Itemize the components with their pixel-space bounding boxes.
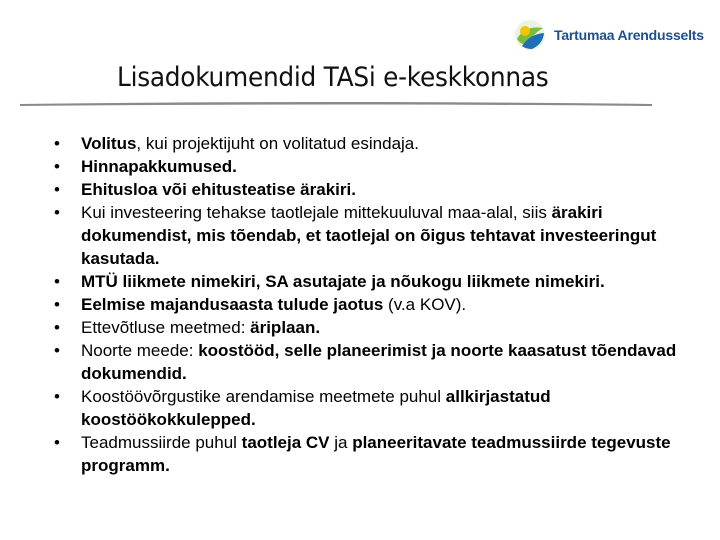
organization-logo — [514, 10, 704, 60]
list-item — [54, 316, 704, 339]
list-item-bold-text: Eelmise majandusaasta tulude jaotus — [81, 295, 384, 314]
list-item-text: Kui investeering tehakse taotlejale mittekuuluval maa-alal, siis — [81, 203, 552, 222]
bullet-icon: • — [54, 387, 60, 406]
list-item-text: Teadmussiirde puhul — [81, 433, 242, 452]
document-list — [54, 132, 704, 477]
bullet-icon: • — [54, 203, 60, 222]
bullet-icon: • — [54, 180, 60, 199]
list-item — [54, 270, 704, 293]
list-item-text: Koostöövõrgustike arendamise meetmete puhul — [81, 387, 446, 406]
bullet-icon: • — [54, 341, 60, 360]
tartumaa-logo-icon — [514, 19, 546, 51]
list-item-bold-text: ärakiri dokumendist, mis tõendab, et taotlejal on õigus tehtavat investeeringut kasutada. — [81, 203, 657, 268]
list-item-text: Ettevõtluse meetmed: — [81, 318, 251, 337]
bullet-icon: • — [54, 433, 60, 452]
list-item — [54, 178, 704, 201]
bullet-icon: • — [54, 272, 60, 291]
page-title: Lisadokumendid TASi e-keskkonnas — [117, 62, 549, 93]
list-item-text: ja — [329, 433, 353, 452]
logo-text: Tartumaa Arendusselts — [554, 27, 704, 43]
list-item-bold-text: Volitus — [81, 134, 137, 153]
list-item-bold-text: planeeritavate teadmussiirde tegevuste programm. — [81, 433, 671, 475]
bullet-icon: • — [54, 134, 60, 153]
list-item — [54, 385, 704, 431]
list-item — [54, 293, 704, 316]
list-item-bold-text: allkirjastatud koostöökokkulepped. — [81, 387, 551, 429]
bullet-icon: • — [54, 318, 60, 337]
list-item — [54, 132, 704, 155]
list-item-bold-text: äriplaan. — [250, 318, 321, 337]
list-item-text: Noorte meede: — [81, 341, 199, 360]
bullet-icon: • — [54, 157, 60, 176]
title-underline — [20, 98, 660, 108]
list-item-text: , kui projektijuht on volitatud esindaja. — [136, 134, 419, 153]
list-item-bold-text: taotleja CV — [241, 433, 330, 452]
list-item — [54, 201, 704, 270]
list-item — [54, 155, 704, 178]
bullet-icon: • — [54, 295, 60, 314]
list-item-bold-text: Hinnapakkumused. — [81, 157, 237, 176]
list-item — [54, 339, 704, 385]
list-item-text: (v.a KOV). — [383, 295, 467, 314]
list-item-bold-text: koostööd, selle planeerimist ja noorte kaasatust tõendavad dokumendid. — [81, 341, 677, 383]
list-item-bold-text: MTÜ liikmete nimekiri, SA asutajate ja nõukogu liikmete nimekiri. — [81, 272, 605, 291]
list-item — [54, 431, 704, 477]
list-item-bold-text: Ehitusloa või ehitusteatise ärakiri. — [81, 180, 356, 199]
